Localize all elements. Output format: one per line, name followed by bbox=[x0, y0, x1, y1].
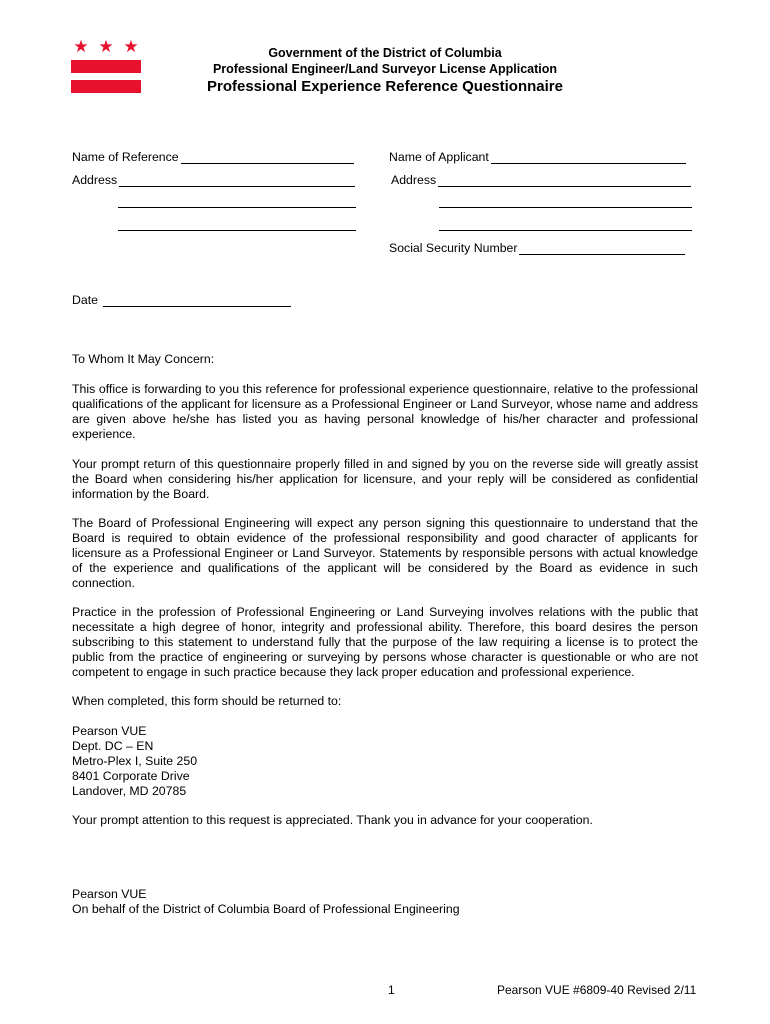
date-line[interactable] bbox=[103, 295, 291, 307]
dc-flag-logo bbox=[71, 37, 141, 96]
form-revision: Pearson VUE #6809-40 Revised 2/11 bbox=[497, 983, 697, 997]
return-intro: When completed, this form should be returned to: bbox=[72, 694, 342, 708]
reference-address-label: Address bbox=[72, 173, 118, 187]
return-address bbox=[72, 724, 698, 799]
reference-address-line[interactable] bbox=[119, 175, 355, 187]
address-line: Landover, MD 20785 bbox=[72, 784, 187, 798]
paragraph-2: Your prompt return of this questionnaire properly filled in and signed by you on the reverse side will greatly assist the Board when considering his/her application for licensure, and your reply will be considered as confidential information by the Board. bbox=[72, 457, 698, 501]
applicant-address-label: Address bbox=[391, 173, 437, 187]
header-application: Professional Engineer/Land Surveyor License Application bbox=[212, 62, 558, 76]
page-title: Professional Experience Reference Questionnaire bbox=[207, 78, 563, 95]
applicant-address-line-3[interactable] bbox=[439, 230, 692, 231]
date-label: Date bbox=[72, 293, 98, 307]
signature-behalf: On behalf of the District of Columbia Board of Professional Engineering bbox=[72, 902, 460, 916]
page-number: 1 bbox=[388, 983, 395, 997]
star-icon: ★ bbox=[98, 37, 114, 56]
star-icon: ★ bbox=[73, 37, 89, 56]
flag-bar bbox=[71, 60, 141, 73]
applicant-name-field[interactable] bbox=[389, 150, 686, 164]
signature-org: Pearson VUE bbox=[72, 887, 147, 901]
closing-text: Your prompt attention to this request is appreciated. Thank you in advance for your cooperation. bbox=[72, 813, 593, 827]
address-line: 8401 Corporate Drive bbox=[72, 769, 190, 783]
reference-name-label: Name of Reference bbox=[72, 150, 179, 164]
reference-name-line[interactable] bbox=[181, 152, 354, 164]
ssn-line[interactable] bbox=[519, 243, 685, 255]
reference-address-line-3[interactable] bbox=[118, 230, 356, 231]
paragraph-1: This office is forwarding to you this reference for professional experience questionnaire, relative to the professional qualifications of the applicant for licensure as a Professional Engineer or Land Surveyor, whose name and address are given above he/she has listed you as having personal knowledge of his/her character and professional experience. bbox=[72, 382, 698, 441]
document-header bbox=[150, 45, 620, 97]
paragraph-3: The Board of Professional Engineering will expect any person signing this questionnaire to understand that the Board is required to obtain evidence of the professional responsibility and good character of applicants for licensure as a Professional Engineer or Land Surveyor. Statements by responsible persons with actual knowledge of the experience and qualifications of the applicant will be considered by the Board as evidence in such connection. bbox=[72, 516, 698, 590]
flag-bar bbox=[71, 80, 141, 93]
address-line: Dept. DC – EN bbox=[72, 739, 154, 753]
applicant-name-label: Name of Applicant bbox=[389, 150, 489, 164]
flag-stars bbox=[71, 37, 141, 56]
applicant-address-line[interactable] bbox=[438, 175, 691, 187]
ssn-label: Social Security Number bbox=[389, 241, 518, 255]
applicant-address-line-2[interactable] bbox=[439, 207, 692, 208]
paragraph-4: Practice in the profession of Professional Engineering or Land Surveying involves relations with the public that necessitate a high degree of honor, integrity and professional ability. Therefore, this board desires the person subscribing to this statement to understand fully that the purpose of the law requiring a license is to protect the public from the practice of engineering or surveying by persons whose character is questionable or who are not competent to engage in such practice because they lack proper education and professional experience. bbox=[72, 605, 698, 679]
reference-name-field[interactable] bbox=[72, 150, 354, 164]
star-icon: ★ bbox=[123, 37, 139, 56]
reference-address-line-2[interactable] bbox=[118, 207, 356, 208]
address-line: Metro-Plex I, Suite 250 bbox=[72, 754, 198, 768]
applicant-name-line[interactable] bbox=[491, 152, 686, 164]
address-line: Pearson VUE bbox=[72, 724, 147, 738]
ssn-field[interactable] bbox=[389, 241, 685, 255]
reference-address-field[interactable] bbox=[72, 173, 355, 187]
salutation: To Whom It May Concern: bbox=[72, 352, 215, 366]
date-field[interactable] bbox=[72, 293, 291, 307]
header-government: Government of the District of Columbia bbox=[268, 46, 502, 60]
applicant-address-field[interactable] bbox=[391, 173, 691, 187]
